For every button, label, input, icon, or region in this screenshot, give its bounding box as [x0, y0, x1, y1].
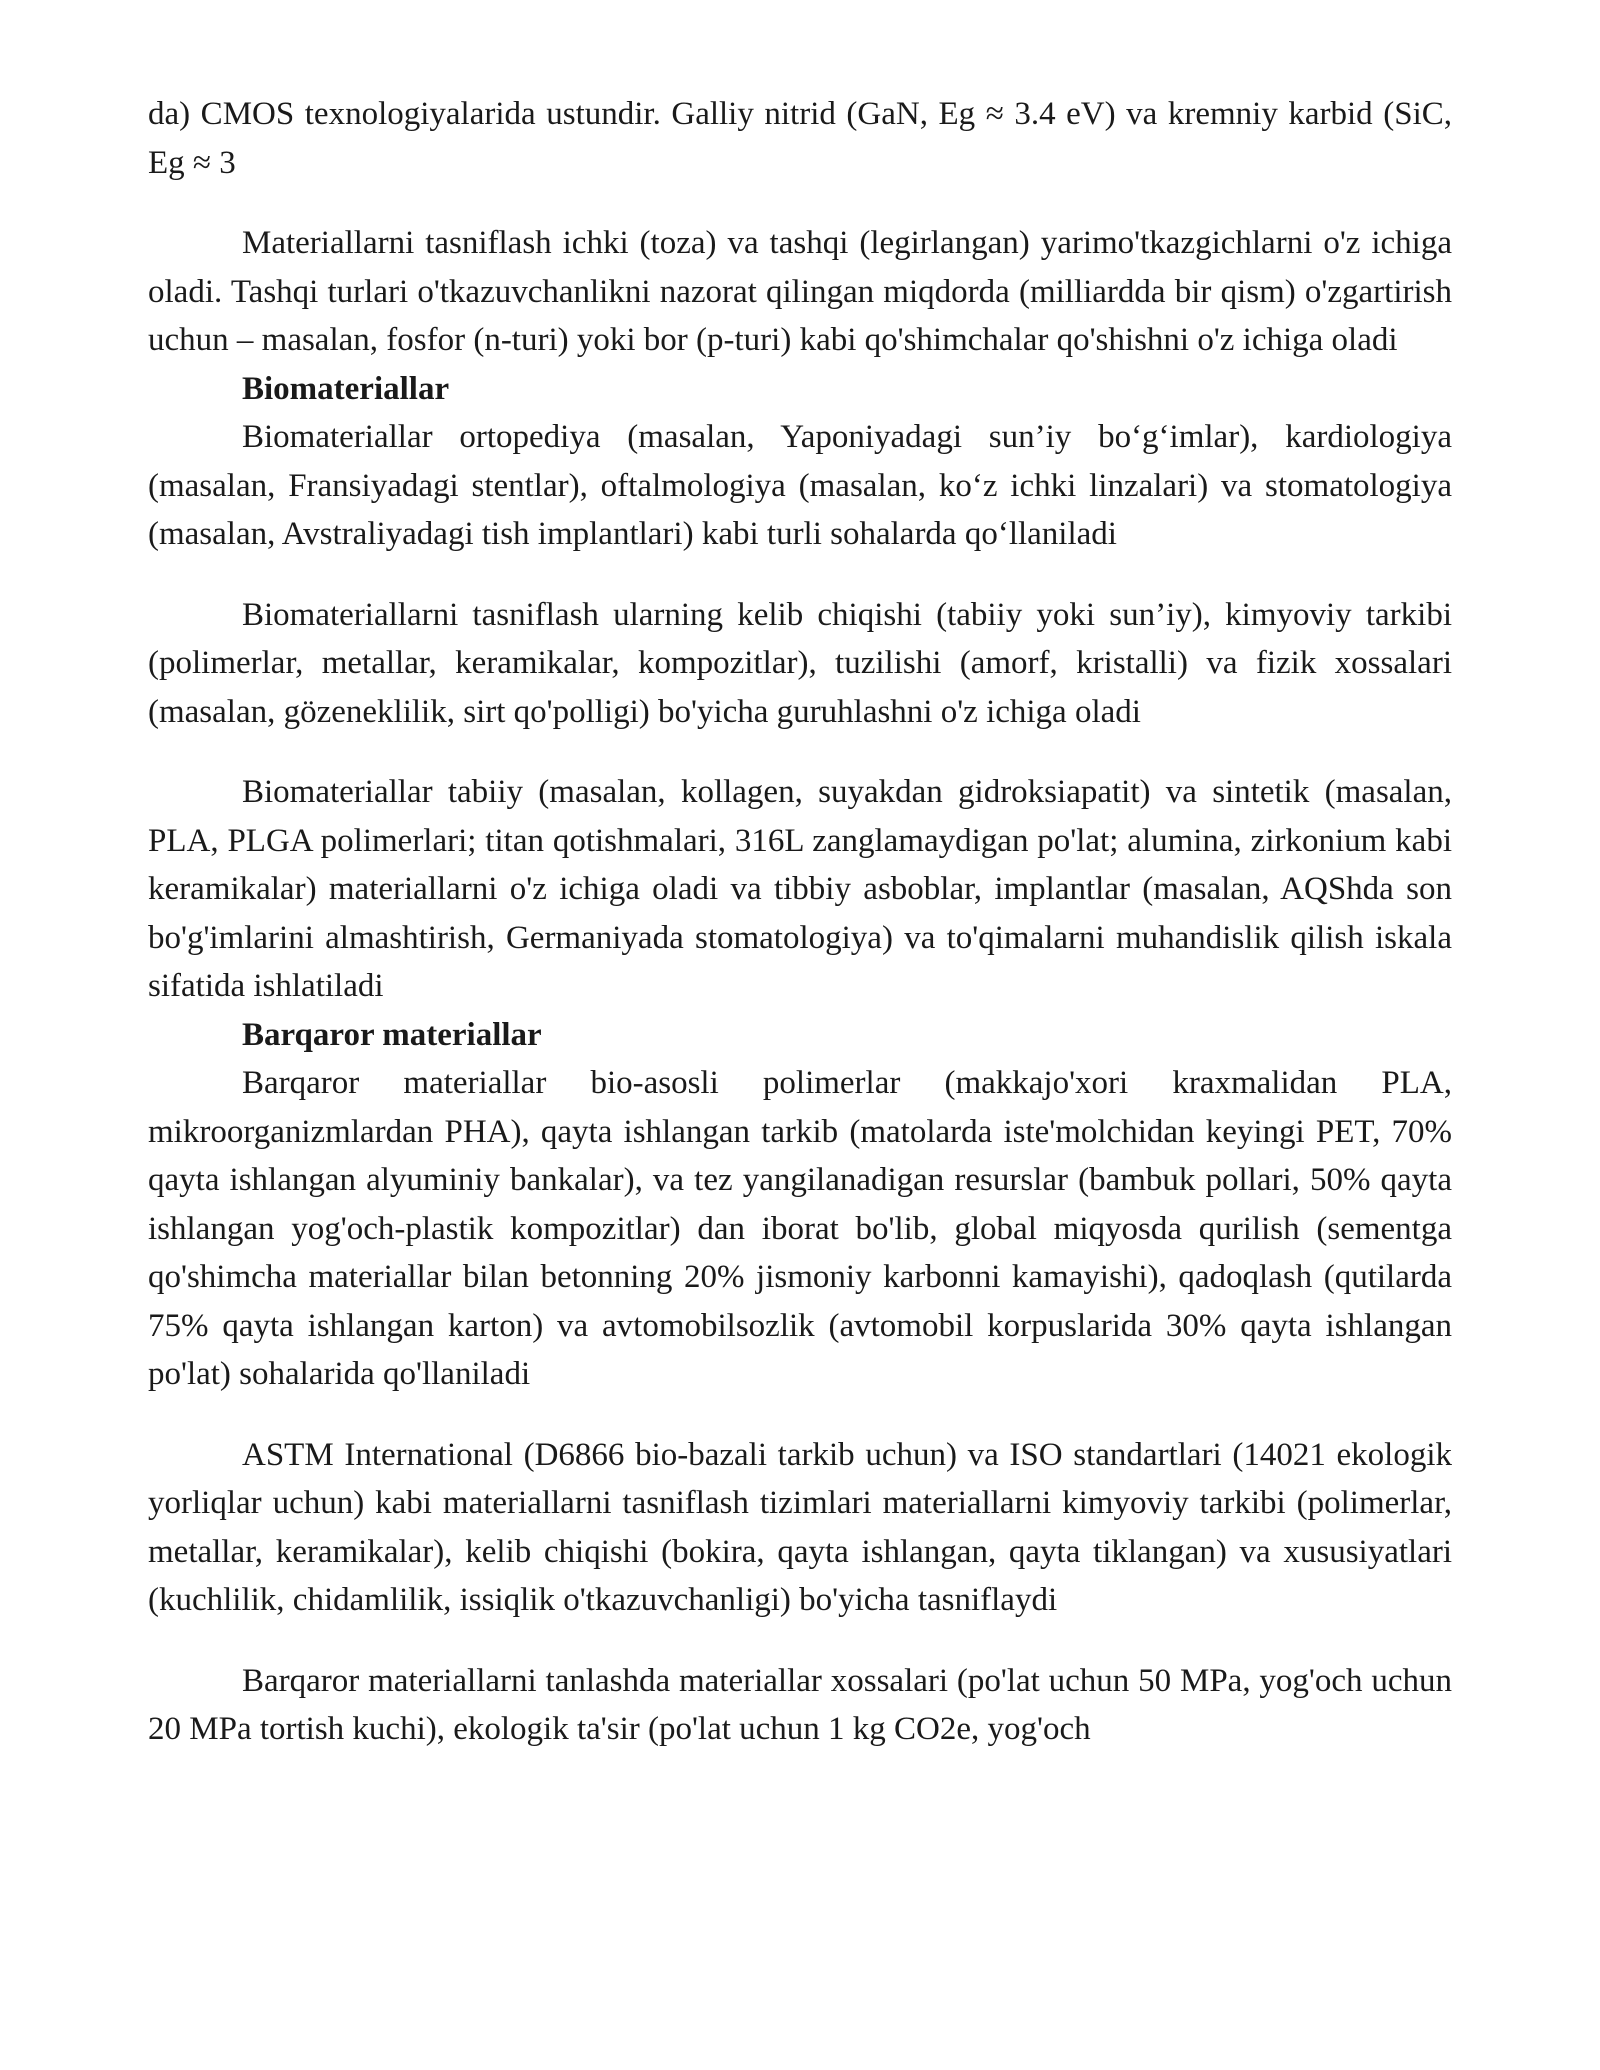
paragraph-classification-standards: ASTM International (D6866 bio-bazali tarkib uchun) va ISO standartlari (14021 ekologik yorliqlar uchun) kabi materiallarni tasniflash tizimlari materiallarni kimyoviy tarkibi (polimerlar, metallar, keramikalar), kelib chiqishi (bokira, qayta ishlangan, qayta tiklangan) va xususiyatlari (kuchlilik, chidamlilik, issiqlik o'tkazuvchanligi) bo'yicha tasniflaydi: [148, 1436, 1452, 1618]
paragraph-biomaterials-applications: Biomateriallar ortopediya (masalan, Yaponiyadagi sun’iy bo‘g‘imlar), kardiologiya (masalan, Fransiyadagi stentlar), oftalmologiya (masalan, ko‘z ichki linzalari) va stomatologiya (masalan, Avstraliyadagi tish implantlari) kabi turli sohalarda qo‘llaniladi: [148, 419, 1452, 552]
paragraph-biomaterials-types: Biomateriallar tabiiy (masalan, kollagen, suyakdan gidroksiapatit) va sintetik (masalan, PLA, PLGA polimerlari; titan qotishmalari, 316L zanglamaydigan po'lat; alumina, zirkonium kabi keramikalar) materiallarni o'z ichiga oladi va tibbiy asboblar, implantlar (masalan, AQShda son bo'g'imlarini almashtirish, Germaniyada stomatologiya) va to'qimalarni muhandislik qilish iskala sifatida ishlatiladi: [148, 774, 1452, 1004]
heading-biomaterials: Biomateriallar: [242, 370, 450, 407]
paragraph-biomaterials-classification: Biomateriallarni tasniflash ularning kelib chiqishi (tabiiy yoki sun’iy), kimyoviy tarkibi (polimerlar, metallar, keramikalar, kompozitlar), tuzilishi (amorf, kristalli) va fizik xossalari (masalan, gözeneklilik, sirt qo'polligi) bo'yicha guruhlashni o'z ichiga oladi: [148, 596, 1452, 730]
paragraph-sustainable-materials: Barqaror materiallar bio-asosli polimerlar (makkajo'xori kraxmalidan PLA, mikroorganizmlardan PHA), qayta ishlangan tarkib (matolarda iste'molchidan keyingi PET, 70% qayta ishlangan alyuminiy bankalar), va tez yangilanadigan resurslar (bambuk pollari, 50% qayta ishlangan yog'och-plastik kompozitlar) dan iborat bo'lib, global miqyosda qurilish (sementga qo'shimcha materiallar bilan betonning 20% jismoniy karbonni kamayishi), qadoqlash (qutilarda 75% qayta ishlangan karton) va avtomobilsozlik (avtomobil korpuslarida 30% qayta ishlangan po'lat) sohalarida qo'llaniladi: [148, 1065, 1452, 1392]
paragraph-material-selection: Barqaror materiallarni tanlashda materiallar xossalari (po'lat uchun 50 MPa, yog'och uchun 20 MPa tortish kuchi), ekologik ta'sir (po'lat uchun 1 kg CO2e, yog'och: [148, 1662, 1452, 1747]
paragraph-cmos-continuation: da) CMOS texnologiyalarida ustundir. Galliy nitrid (GaN, Eg ≈ 3.4 eV) va kremniy karbid (SiC, Eg ≈ 3: [148, 96, 1452, 181]
heading-sustainable-materials: Barqaror materiallar: [242, 1016, 542, 1053]
document-page: [148, 90, 1452, 1754]
paragraph-semiconductor-classification: Materiallarni tasniflash ichki (toza) va tashqi (legirlangan) yarimo'tkazgichlarni o'z ichiga oladi. Tashqi turlari o'tkazuvchanlikni nazorat qilingan miqdorda (milliardda bir qism) o'zgartirish uchun – masalan, fosfor (n-turi) yoki bor (p-turi) kabi qo'shimchalar qo'shishni o'z ichiga oladi: [148, 225, 1452, 358]
